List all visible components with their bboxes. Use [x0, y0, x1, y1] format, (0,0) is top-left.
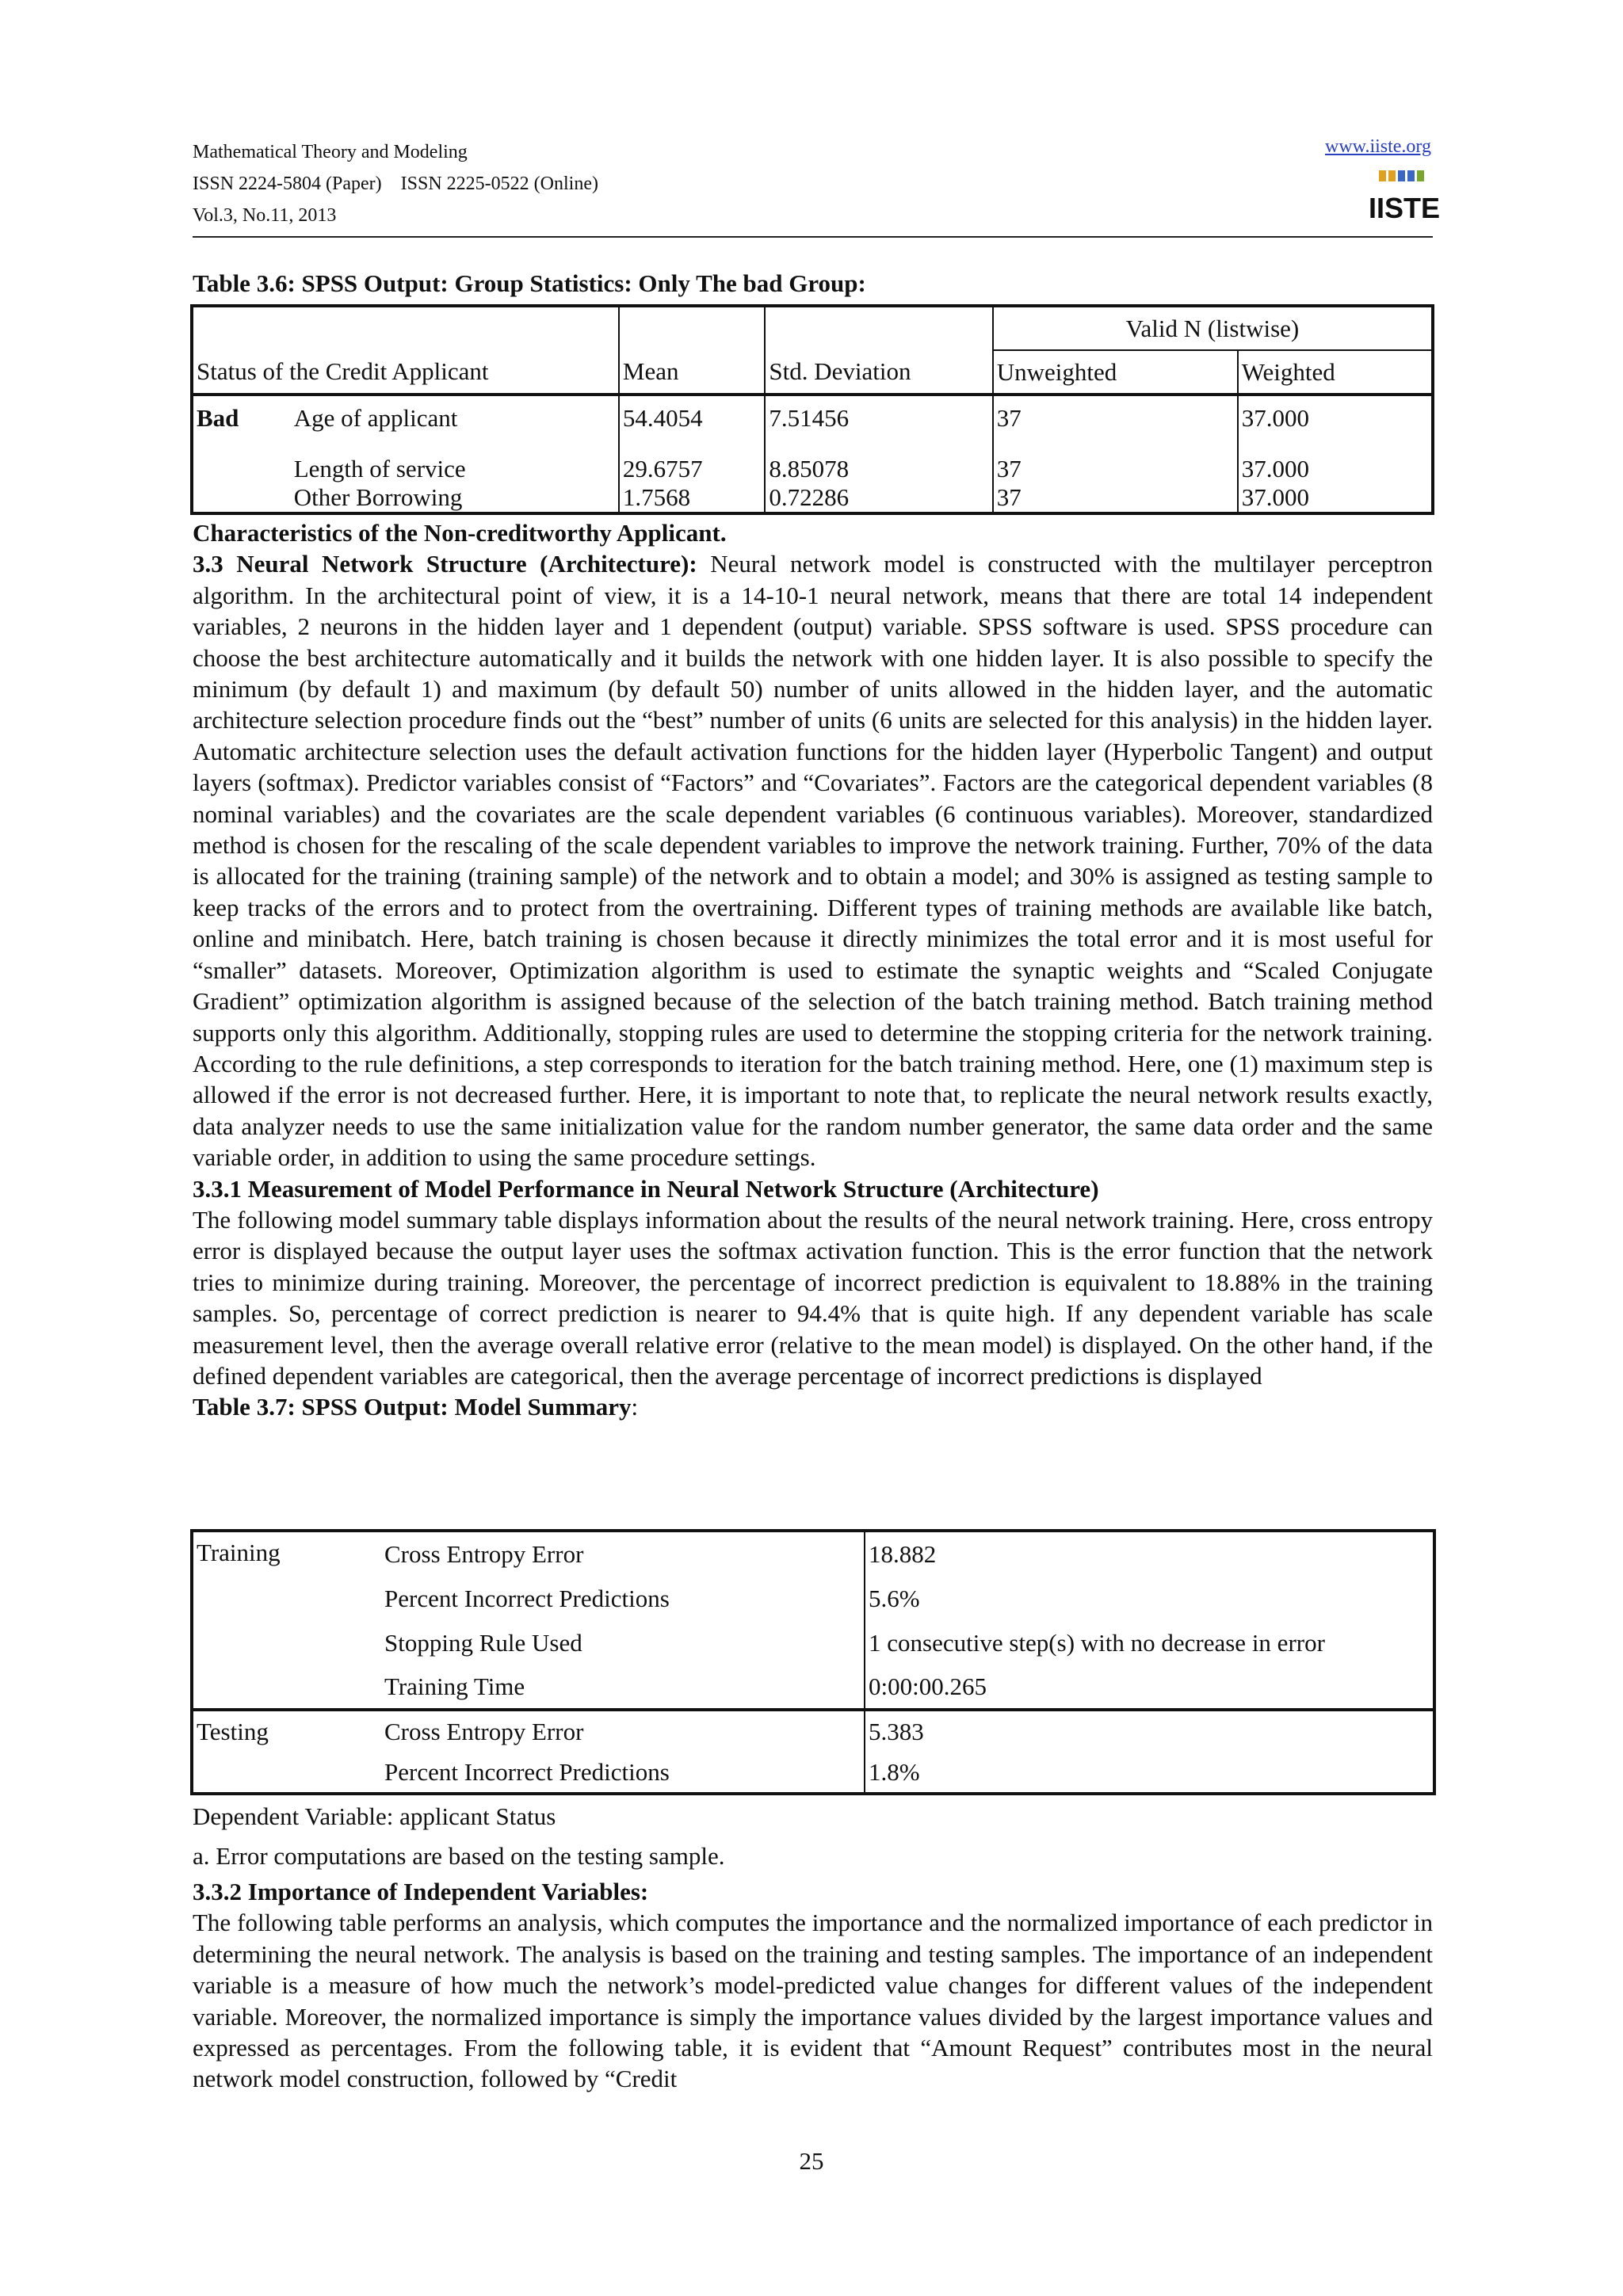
journal-url-link[interactable]: www.iiste.org — [1325, 136, 1431, 157]
section-3-3-2-text: The following table performs an analysis, which computes the importance and the normalized importance of each predictor in determining the neural network. The analysis is based on the training and testing samples. The importance of an independent variable is a measure of how much the network’s model-predicted value changes for different values of the independent variable. Moreover, the normalized importance is simply the importance values divided by the largest importance values and expressed as percentages. From the following table, it is evident that “Amount Request” contributes most in the neural network model construction, followed by “Credit — [193, 1909, 1433, 2093]
iiste-logo — [1368, 169, 1441, 224]
metric-value: 18.882 — [865, 1531, 1434, 1577]
table-3-7-caption: Table 3.7: SPSS Output: Model Summary — [193, 1393, 632, 1421]
volume-line: Vol.3, No.11, 2013 — [193, 205, 337, 226]
section-3-3 — [193, 517, 1433, 1423]
section-3-3-heading: 3.3 Neural Network Structure (Architecture): — [193, 550, 697, 578]
caption-colon: : — [631, 1393, 639, 1421]
mean-value: 1.7568 — [619, 483, 766, 513]
table-row — [192, 1621, 1434, 1665]
metric-value: 5.6% — [865, 1577, 1434, 1621]
variable-name: Age of applicant — [293, 404, 458, 432]
table-row — [192, 483, 1433, 513]
metric-value: 5.383 — [865, 1710, 1434, 1753]
section-3-3-1-heading: 3.3.1 Measurement of Model Performance in Neural Network Structure (Architecture) — [193, 1174, 1099, 1203]
header-unweighted: Unweighted — [993, 350, 1238, 395]
header-weighted: Weighted — [1238, 350, 1433, 395]
unweighted-value: 37 — [993, 395, 1238, 441]
weighted-value: 37.000 — [1238, 395, 1433, 441]
section-3-3-1-text: The following model summary table displays information about the results of the neural network training. Here, cross entropy error is displayed because the output layer uses the softmax activation function. This is the error function that the network tries to minimize during training. Moreover, the percentage of incorrect prediction is equivalent to 18.88% in the training samples. So, percentage of correct prediction is nearer to 94.4% that is quite high. If any dependent variable has scale measurement level, then the average overall relative error (relative to the mean model) is displayed. On the other hand, if the defined dependent variables are categorical, then the average percentage of incorrect predictions is displayed — [193, 1205, 1433, 1390]
table-3-7 — [190, 1529, 1436, 1795]
table-row — [192, 1665, 1434, 1710]
table-row — [192, 1531, 1434, 1577]
error-footnote: a. Error computations are based on the testing sample. — [193, 1842, 725, 1870]
section-3-3-2 — [193, 1876, 1433, 2095]
weighted-value: 37.000 — [1238, 441, 1433, 483]
table-3-6-caption: Table 3.6: SPSS Output: Group Statistics: Only The bad Group: — [193, 269, 866, 297]
page-number: 25 — [799, 2147, 824, 2175]
unweighted-value: 37 — [993, 483, 1238, 513]
metric-value: 0:00:00.265 — [865, 1665, 1434, 1710]
std-value: 0.72286 — [765, 483, 992, 513]
metric-name: Percent Incorrect Predictions — [384, 1585, 670, 1612]
mean-value: 54.4054 — [619, 395, 766, 441]
mean-value: 29.6757 — [619, 441, 766, 483]
metric-value: 1 consecutive step(s) with no decrease in error — [865, 1621, 1434, 1665]
table-row — [192, 1753, 1434, 1794]
group-label: Bad — [197, 404, 239, 432]
testing-label: Testing — [197, 1718, 269, 1745]
table-3-6 — [190, 304, 1434, 515]
std-value: 7.51456 — [765, 395, 992, 441]
metric-name: Percent Incorrect Predictions — [384, 1758, 670, 1786]
header-mean: Mean — [619, 350, 766, 395]
issn-line: ISSN 2224-5804 (Paper) ISSN 2225-0522 (Online) — [193, 174, 598, 194]
metric-name: Stopping Rule Used — [384, 1629, 582, 1657]
metric-name: Cross Entropy Error — [384, 1718, 584, 1745]
variable-name: Other Borrowing — [293, 483, 463, 511]
metric-value: 1.8% — [865, 1753, 1434, 1794]
section-3-3-2-heading: 3.3.2 Importance of Independent Variables: — [193, 1878, 649, 1905]
journal-title: Mathematical Theory and Modeling — [193, 142, 468, 162]
table-row — [192, 1710, 1434, 1753]
section-3-3-text: Neural network model is constructed with the multilayer perceptron algorithm. In the architectural point of view, it is a 14-10-1 neural network, means that there are total 14 independent variables, 2 neurons in the hidden layer and 1 dependent (output) variable. SPSS software is used. SPSS procedure can choose the best architecture automatically and it builds the network with one hidden layer. It is also possible to specify the minimum (by default 1) and maximum (by default 50) number of units allowed in the hidden layer, and the automatic architecture selection procedure finds out the “best” number of units (6 units are selected for this analysis) in the hidden layer. Automatic architecture selection uses the default activation functions for the hidden layer (Hyperbolic Tangent) and output layers (softmax). Predictor variables consist of “Factors” and “Covariates”. Factors are the categorical dependent variables (8 nominal variables) and the covariates are the scale dependent variables (6 continuous variables). Moreover, standardized method is chosen for the rescaling of the scale dependent variables to improve the network training. Further, 70% of the data is allocated for the training (training sample) of the network and to obtain a model; and 30% is assigned as testing sample to keep tracks of the errors and to protect from the overtraining. Different types of training methods are available like batch, online and minibatch. Here, batch training is chosen because it directly minimizes the total error and it is most useful for “smaller” datasets. Moreover, Optimization algorithm is used to estimate the synaptic weights and “Scaled Conjugate Gradient” optimization algorithm is assigned because of the selection of the batch training method. Batch training method supports only this algorithm. Additionally, stopping rules are used to determine the stopping criteria for the network training. According to the rule definitions, a step corresponds to iteration for the batch training method. Here, one (1) maximum step is allowed if the error is not decreased further. Here, it is important to note that, to replicate the neural network results exactly, data analyzer needs to use the same initialization value for the random number generator, the same data order and the same variable order, in addition to using the same procedure settings. — [193, 550, 1434, 1172]
table-row — [192, 441, 1433, 483]
metric-name: Cross Entropy Error — [384, 1540, 584, 1568]
dependent-variable-note: Dependent Variable: applicant Status — [193, 1802, 556, 1830]
header-status: Status of the Credit Applicant — [197, 357, 489, 385]
unweighted-value: 37 — [993, 441, 1238, 483]
training-label: Training — [197, 1539, 281, 1566]
characteristics-heading: Characteristics of the Non-creditworthy Applicant. — [193, 519, 727, 547]
header-std-deviation: Std. Deviation — [765, 350, 992, 395]
weighted-value: 37.000 — [1238, 483, 1433, 513]
std-value: 8.85078 — [765, 441, 992, 483]
header-valid-n: Valid N (listwise) — [993, 306, 1433, 350]
header-rule — [193, 236, 1433, 238]
variable-name: Length of service — [293, 455, 466, 482]
table-row — [192, 395, 1433, 441]
metric-name: Training Time — [384, 1672, 525, 1700]
svg-text:IISTE: IISTE — [1368, 192, 1441, 224]
table-row — [192, 1577, 1434, 1621]
